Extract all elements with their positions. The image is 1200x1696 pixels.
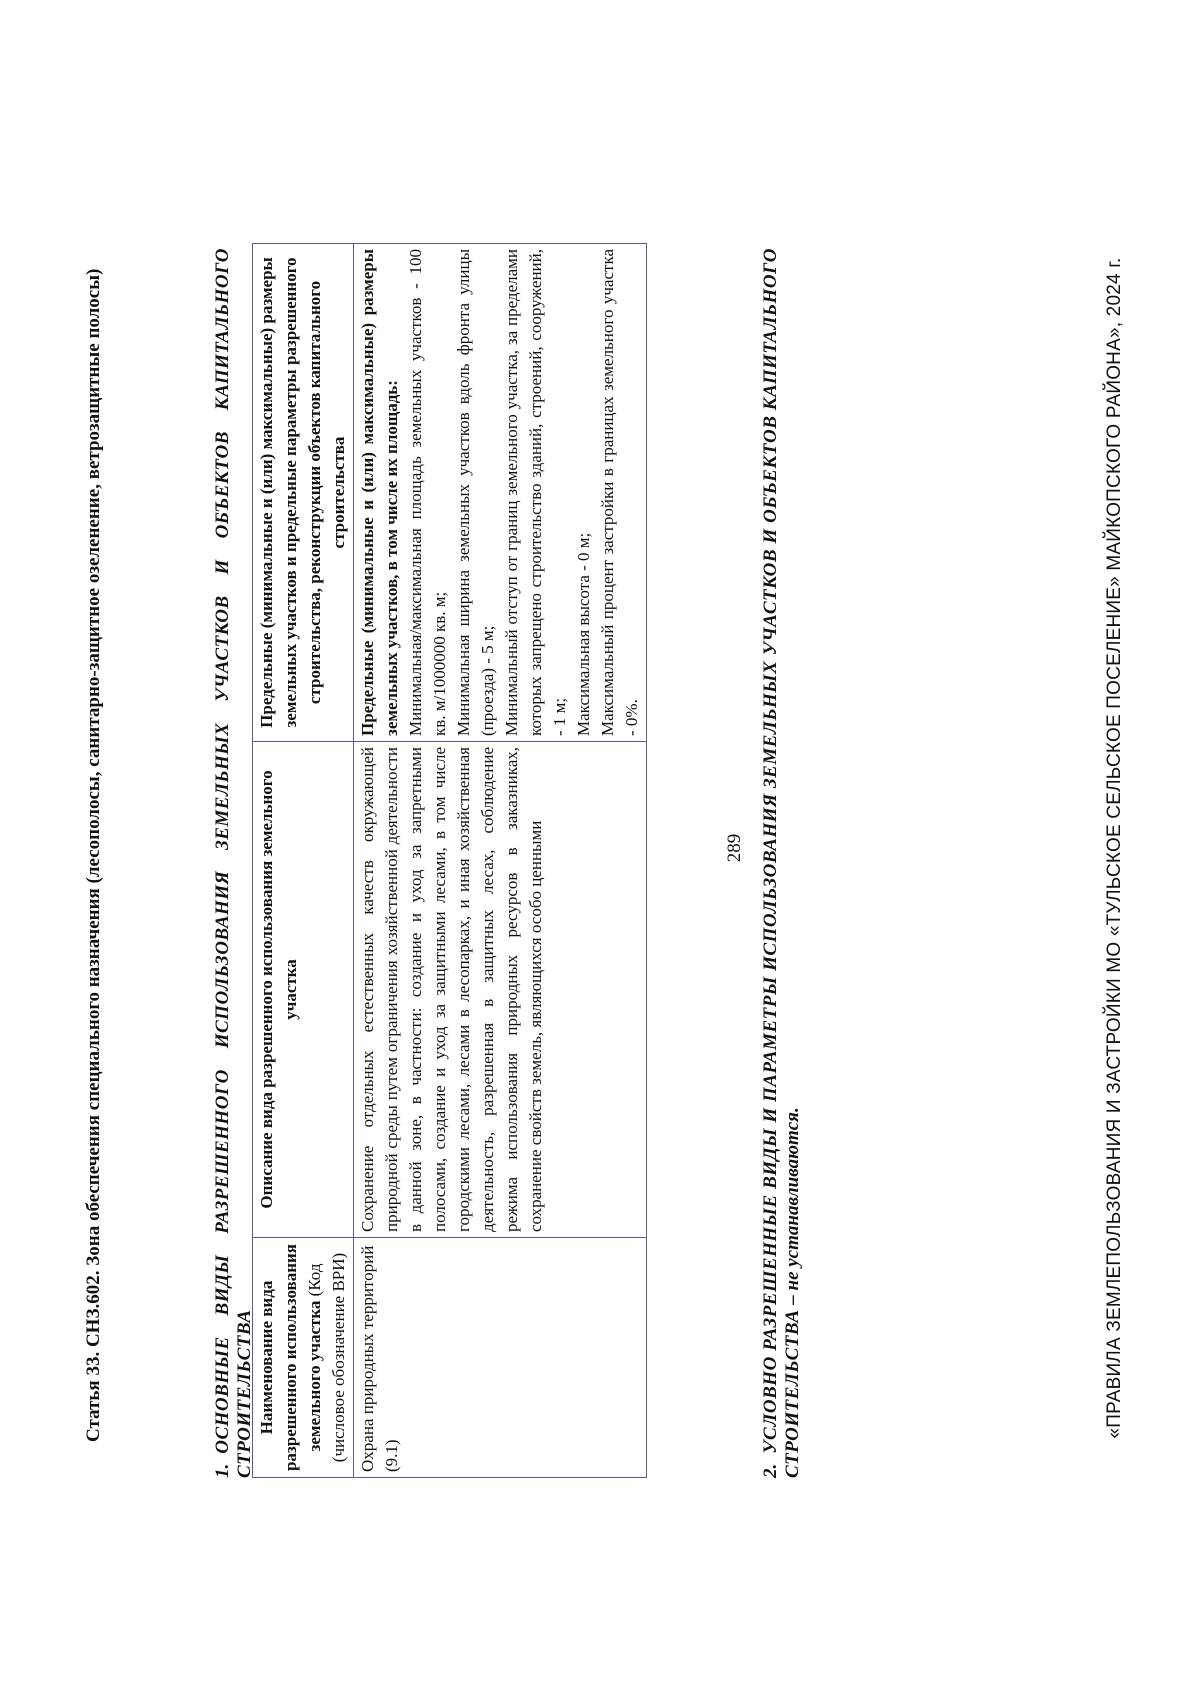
- permitted-uses-table: [252, 243, 647, 1478]
- parameter-setback: Минимальный отступ от границ земельного участка, за пределами которых запрещено строительство зданий, строений, сооружений, - 1 м;: [502, 249, 569, 736]
- document-footer: «ПРАВИЛА ЗЕМЛЕПОЛЬЗОВАНИЯ И ЗАСТРОЙКИ МО «ТУЛЬСКОЕ СЕЛЬСКОЕ ПОСЕЛЕНИЕ» МАЙКОПСКОГО РАЙОНА», 2024 г.: [1104, 257, 1125, 1439]
- article-title: Статья 33. СНЗ.602. Зона обеспечения специального назначения (лесополосы, санитарно-защитное озеленение, ветрозащитные полосы): [83, 268, 104, 1442]
- page-number: 289: [724, 833, 745, 863]
- parameter-width: Минимальная ширина земельных участков вдоль фронта улицы (проезда) - 5 м;: [454, 249, 497, 736]
- parameters-header: Предельные (минимальные и (или) максимальные) размеры земельных участков, в том числе их площадь:: [358, 249, 401, 736]
- section-2-title: УСЛОВНО РАЗРЕШЕННЫЕ ВИДЫ И ПАРАМЕТРЫ ИСПОЛЬЗОВАНИЯ ЗЕМЕЛЬНЫХ УЧАСТКОВ И ОБЪЕКТОВ КАПИТАЛЬНОГО СТРОИТЕЛЬСТВА: [760, 248, 803, 1478]
- section-2-number: 2.: [760, 1463, 781, 1478]
- section-1-number: 1.: [212, 1463, 233, 1478]
- table-row: [354, 244, 647, 1478]
- cell-use-name: Охрана природных территорий (9.1): [354, 1238, 647, 1478]
- header-use-code-note: (Код (числовое обозначение ВРИ): [305, 1252, 348, 1463]
- header-use-description: Описание вида разрешенного использования земельного участка: [253, 742, 354, 1238]
- cell-parameters: [354, 244, 647, 742]
- header-use-name: [253, 1238, 354, 1478]
- parameter-coverage: Максимальный процент застройки в границах земельного участка - 0%.: [598, 249, 641, 736]
- header-parameters: Предельные (минимальные и (или) максимальные) размеры земельных участков и предельные параметры разрешенного строительства, реконструкции объектов капитального строительства: [253, 244, 354, 742]
- header-use-name-bold: Наименование вида разрешенного использования земельного участка: [257, 1243, 324, 1472]
- section-1-heading: [212, 248, 256, 1478]
- section-2-heading: [760, 248, 804, 1478]
- section-2-note: – не устанавливаются.: [782, 1107, 803, 1310]
- table-header-row: [253, 244, 354, 1478]
- parameter-height: Максимальная высота - 0 м;: [574, 532, 593, 736]
- parameter-area: Минимальная/максимальная площадь земельных участков - 100 кв. м/1000000 кв. м;: [406, 249, 449, 736]
- section-1-title: ОСНОВНЫЕ ВИДЫ РАЗРЕШЕННОГО ИСПОЛЬЗОВАНИЯ ЗЕМЕЛЬНЫХ УЧАСТКОВ И ОБЪЕКТОВ КАПИТАЛЬНОГО СТРОИТЕЛЬСТВА: [212, 248, 255, 1478]
- cell-use-description: Сохранение отдельных естественных качеств окружающей природной среды путем ограничения хозяйственной деятельности в данной зоне, в частности: создание и уход за запретными полосами, создание и уход за защитными лесами, в том числе городскими лесами, лесами в лесопарках, и иная хозяйственная деятельность, разрешенная в защитных лесах, соблюдение режима использования природных ресурсов в заказниках, сохранение свойств земель, являющихся особо ценными: [354, 742, 647, 1238]
